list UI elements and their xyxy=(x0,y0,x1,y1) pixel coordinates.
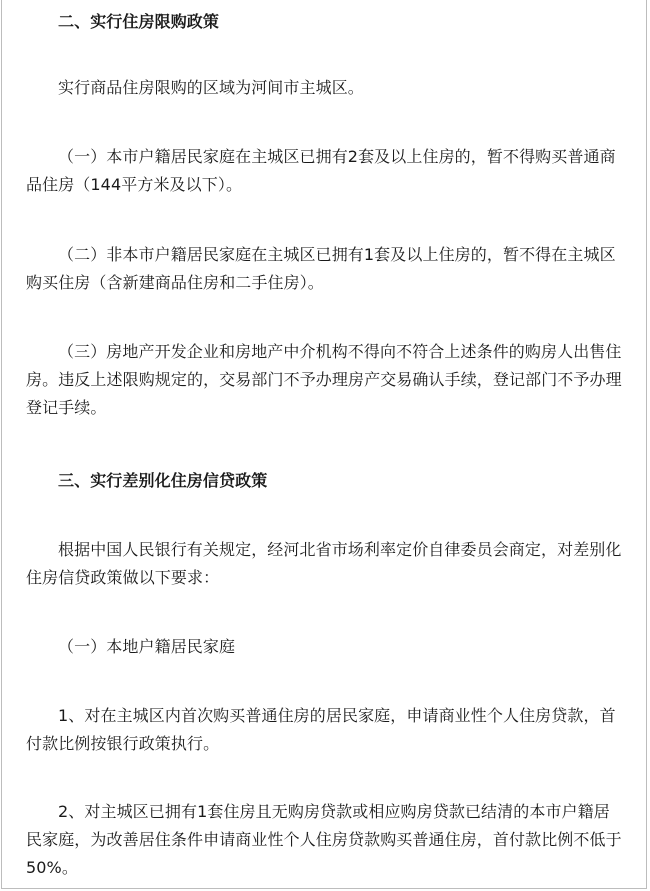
paragraph-credit-item-2: 2、对主城区已拥有1套住房且无购房贷款或相应购房贷款已结清的本市户籍居民家庭，为改善居住条件申请商业性个人住房贷款购买普通住房，首付款比例不低于50%。 xyxy=(26,802,622,877)
section-heading-purchase-restriction: 二、实行住房限购政策 xyxy=(58,12,220,31)
section-heading-credit-policy: 三、实行差别化住房信贷政策 xyxy=(58,471,268,490)
paragraph-restriction-item-1: （一）本市户籍居民家庭在主城区已拥有2套及以上住房的，暂不得购买普通商品住房（144平方米及以下）。 xyxy=(26,147,616,194)
paragraph-credit-item-1: 1、对在主城区内首次购买普通住房的居民家庭，申请商业性个人住房贷款，首付款比例按银行政策执行。 xyxy=(26,706,616,753)
paragraph-restriction-item-2: （二）非本市户籍居民家庭在主城区已拥有1套及以上住房的，暂不得在主城区购买住房（含新建商品住房和二手住房）。 xyxy=(26,245,616,292)
paragraph-credit-intro: 根据中国人民银行有关规定，经河北省市场利率定价自律委员会商定，对差别化住房信贷政策做以下要求： xyxy=(26,540,622,587)
paragraph-restriction-item-3: （三）房地产开发企业和房地产中介机构不得向不符合上述条件的购房人出售住房。违反上述限购规定的，交易部门不予办理房产交易确认手续，登记部门不予办理登记手续。 xyxy=(26,342,622,417)
paragraph-credit-local-households: （一）本地户籍居民家庭 xyxy=(58,637,236,656)
paragraph-restriction-area: 实行商品住房限购的区域为河间市主城区。 xyxy=(58,78,364,97)
